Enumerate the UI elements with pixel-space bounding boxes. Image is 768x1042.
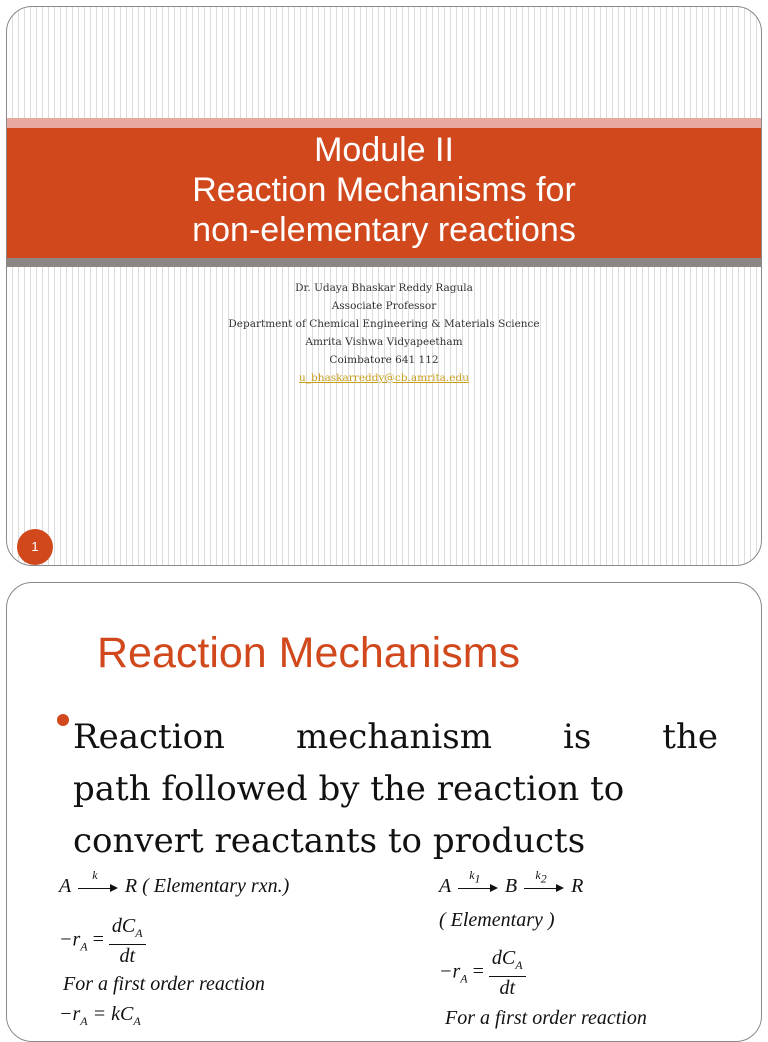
rate-constant-label (524, 868, 558, 886)
reaction-arrow-icon (524, 868, 564, 893)
numerator-subscript: A (135, 926, 143, 940)
derivative-fraction (489, 947, 526, 999)
bullet-text (73, 711, 718, 867)
right-order-label: For a first order reaction (445, 1007, 647, 1029)
page-number-badge: 1 (17, 529, 53, 565)
title-line-1: Module II (314, 131, 454, 169)
title-line-3: non-elementary reactions (192, 211, 576, 249)
equals-sign: = (472, 960, 484, 983)
rate-constant-label: k (92, 868, 98, 883)
left-order-label: For a first order reaction (63, 973, 265, 995)
rate-constant-label (458, 868, 492, 886)
author-department: Department of Chemical Engineering & Materials Science (228, 318, 540, 330)
title-band (7, 128, 761, 258)
equals-sign: = (92, 928, 104, 951)
product-symbol: R (571, 875, 584, 897)
title-band-bottom-stripe (7, 258, 761, 267)
bullet-word: mechanism (295, 717, 492, 757)
reactant-symbol: A (439, 875, 451, 897)
product-symbol: R (124, 875, 138, 897)
left-rate-law (59, 1003, 141, 1029)
content-slide (6, 582, 762, 1042)
title-band-top-stripe (7, 118, 761, 128)
numerator-text: dC (491, 947, 516, 969)
author-university: Amrita Vishwa Vidyapeetham (305, 336, 463, 348)
k1-subscript: 1 (474, 871, 481, 886)
intermediate-symbol: B (504, 875, 518, 897)
fraction-denominator: dt (499, 977, 516, 999)
fraction-numerator (489, 947, 526, 977)
author-email-link[interactable]: u_bhaskarreddy@cb.amrita.edu (299, 372, 469, 384)
reactant-symbol: A (59, 875, 71, 897)
rate-subscript: A (460, 971, 468, 986)
right-elementary-note: ( Elementary ) (439, 909, 555, 931)
title-slide (6, 6, 762, 566)
author-block (7, 279, 761, 387)
author-name: Dr. Udaya Bhaskar Reddy Ragula (295, 282, 473, 294)
bullet-line-1 (73, 711, 718, 763)
slide-title: Reaction Mechanisms (97, 629, 521, 677)
bullet-line-2: path followed by the reaction to (73, 769, 625, 809)
bullet-dot-icon (57, 714, 69, 726)
law-rhs-subscript: A (133, 1014, 141, 1028)
numerator-subscript: A (515, 958, 523, 972)
bullet-word: the (662, 717, 718, 757)
right-reaction-equation (439, 868, 584, 898)
fraction-numerator (109, 915, 146, 945)
rate-lhs: −r (439, 960, 461, 983)
author-position: Associate Professor (331, 300, 437, 312)
law-subscript: A (80, 1014, 88, 1028)
bullet-word: Reaction (73, 717, 225, 757)
reaction-arrow-icon (78, 868, 118, 893)
left-reaction-equation (59, 868, 290, 898)
rate-lhs: −r (59, 928, 81, 951)
title-line-2: Reaction Mechanisms for (192, 171, 576, 209)
law-rhs: = kC (92, 1003, 134, 1025)
k1-label: k (469, 868, 475, 883)
reaction-arrow-icon (458, 868, 498, 893)
right-rate-expression (439, 947, 526, 999)
law-lhs: −r (59, 1003, 81, 1025)
bullet-word: is (562, 717, 592, 757)
k2-subscript: 2 (540, 871, 547, 886)
left-rate-expression (59, 915, 146, 967)
fraction-denominator: dt (119, 945, 136, 967)
derivative-fraction (109, 915, 146, 967)
numerator-text: dC (111, 915, 136, 937)
k2-label: k (535, 868, 541, 883)
bullet-line-3: convert reactants to products (73, 821, 586, 861)
elementary-note: ( Elementary rxn.) (142, 875, 290, 897)
rate-subscript: A (80, 939, 88, 954)
author-city: Coimbatore 641 112 (329, 354, 439, 366)
